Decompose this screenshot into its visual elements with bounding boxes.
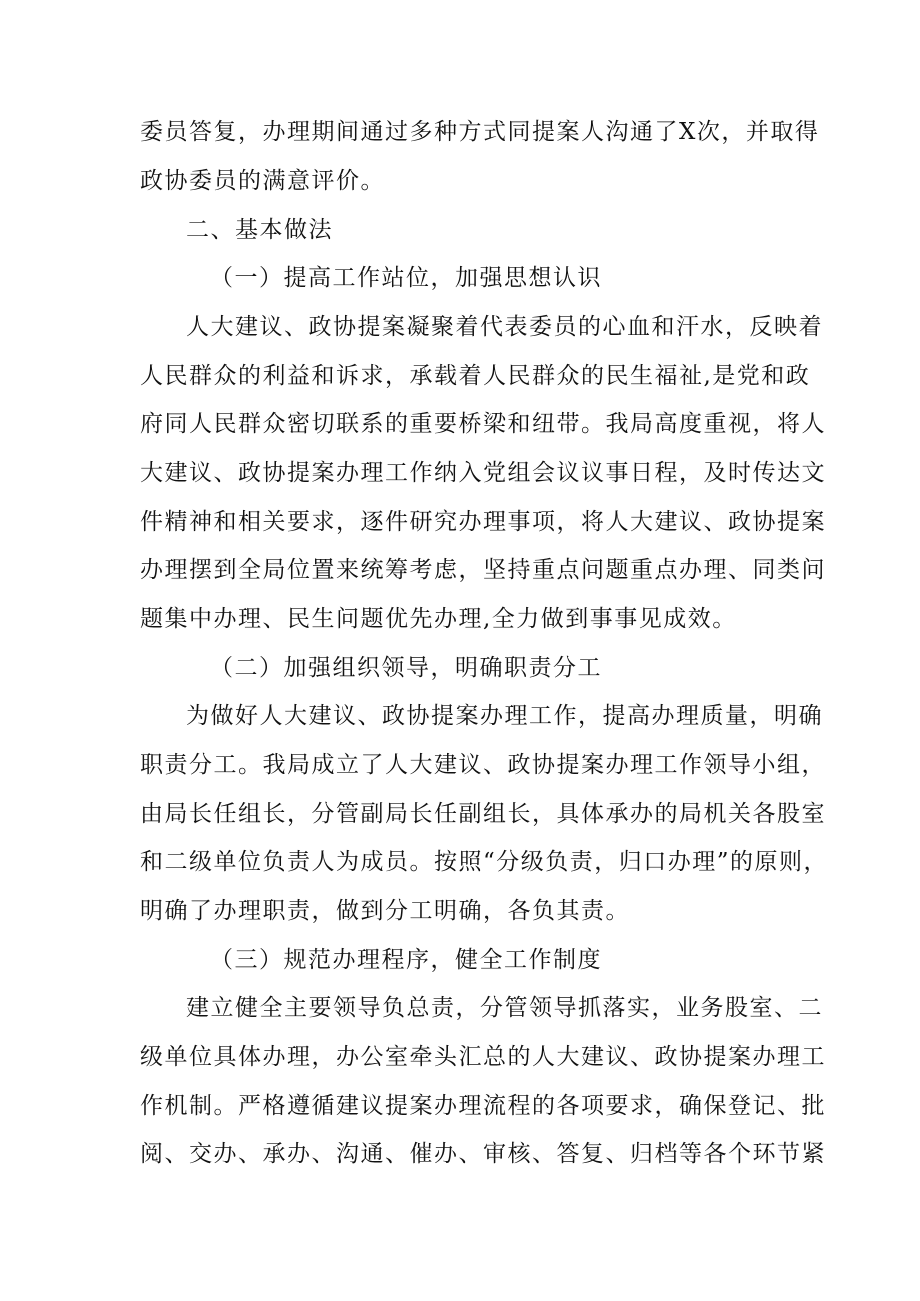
body-text-line: 由局长任组长，分管副局长任副组长，具体承办的局机关各股室 [140,801,826,827]
body-text-line: 作机制。严格遵循建议提案办理流程的各项要求，确保登记、批 [140,1093,826,1119]
body-text-line: 和二级单位负责人为成员。按照“分级负责，归口办理”的原则， [140,849,829,875]
body-text-line: 办理摆到全局位置来统筹考虑，坚持重点问题重点办理、同类问 [140,557,826,583]
body-text-line: 件精神和相关要求，逐件研究办理事项，将人大建议、政协提案 [140,509,826,535]
subsection-heading: （一）提高工作站位，加强思想认识 [210,265,602,291]
paragraph-first-line: 人大建议、政协提案凝聚着代表委员的心血和汗水，反映着 [186,314,823,340]
body-text-line: 府同人民群众密切联系的重要桥梁和纽带。我局高度重视，将人 [140,411,826,437]
body-text-line: 人民群众的利益和诉求，承载着人民群众的民生福祉,是党和政 [140,363,811,389]
body-text-line: 政协委员的满意评价。 [140,168,385,194]
body-text-line: 委员答复，办理期间通过多种方式同提案人沟通了X次，并取得 [140,119,820,145]
subsection-heading: （三）规范办理程序，健全工作制度 [210,947,602,973]
body-text-line: 大建议、政协提案办理工作纳入党组会议议事日程，及时传达文 [140,460,826,486]
body-text-line: 级单位具体办理，办公室牵头汇总的人大建议、政协提案办理工 [140,1044,826,1070]
paragraph-first-line: 建立健全主要领导负总责，分管领导抓落实，业务股室、二 [186,995,823,1021]
subsection-heading: （二）加强组织领导，明确职责分工 [210,655,602,681]
section-heading: 二、基本做法 [186,217,333,243]
body-text-line: 阅、交办、承办、沟通、催办、审核、答复、归档等各个环节紧 [140,1141,826,1167]
paragraph-first-line: 为做好人大建议、政协提案办理工作，提高办理质量，明确 [186,703,823,729]
body-text-line: 职责分工。我局成立了人大建议、政协提案办理工作领导小组， [140,752,826,778]
body-text-line: 明确了办理职责，做到分工明确，各负其责。 [140,898,630,924]
body-text-line: 题集中办理、民生问题优先办理,全力做到事事见成效。 [140,606,737,632]
